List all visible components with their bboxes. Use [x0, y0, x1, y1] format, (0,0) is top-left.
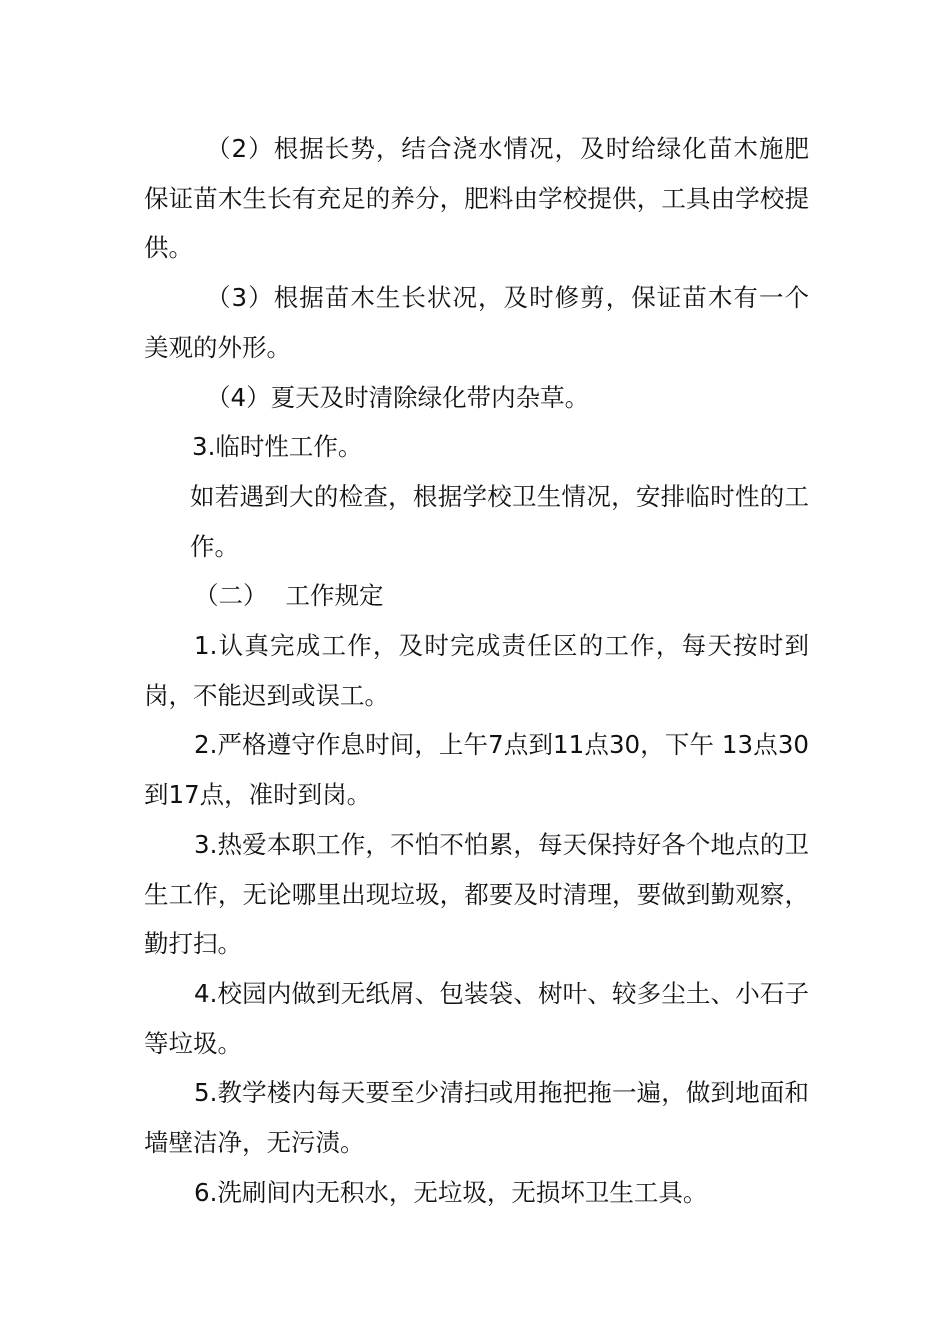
- rule-1: 1.认真完成工作，及时完成责任区的工作，每天按时到岗，不能迟到或误工。: [144, 631, 809, 710]
- section-number: （二）: [194, 581, 268, 611]
- document-body: [144, 124, 809, 1217]
- paragraph-weeding: （4）夏天及时清除绿化带内杂草。: [206, 382, 590, 412]
- paragraph-pruning: （3）根据苗木生长状况，及时修剪，保证苗木有一个美观的外形。: [144, 283, 809, 362]
- paragraph-temporary-work: 如若遇到大的检查，根据学校卫生情况，安排临时性的工作。: [190, 481, 809, 561]
- rule-5: 5.教学楼内每天要至少清扫或用拖把拖一遍，做到地面和墙壁洁净，无污渍。: [144, 1078, 809, 1158]
- section-title: 工作规定: [285, 581, 384, 611]
- section-heading-work-rules: [144, 571, 809, 621]
- heading-temporary-work: 3.临时性工作。: [192, 432, 363, 462]
- paragraph-fertilizing: （2）根据长势，结合浇水情况，及时给绿化苗木施肥保证苗木生长有充足的养分，肥料由学校提供，工具由学校提供。: [144, 134, 809, 263]
- rule-6: 6.洗刷间内无积水，无垃圾，无损坏卫生工具。: [194, 1177, 708, 1207]
- rule-2: 2.严格遵守作息时间，上午7点到11点30，下午 13点30到17点，准时到岗。: [144, 730, 809, 810]
- rule-4: 4.校园内做到无纸屑、包装袋、树叶、较多尘土、小石子等垃圾。: [144, 978, 809, 1058]
- rule-3: 3.热爱本职工作，不怕不怕累，每天保持好各个地点的卫生工作，无论哪里出现垃圾，都要及时清理，要做到勤观察，勤打扫。: [144, 829, 809, 959]
